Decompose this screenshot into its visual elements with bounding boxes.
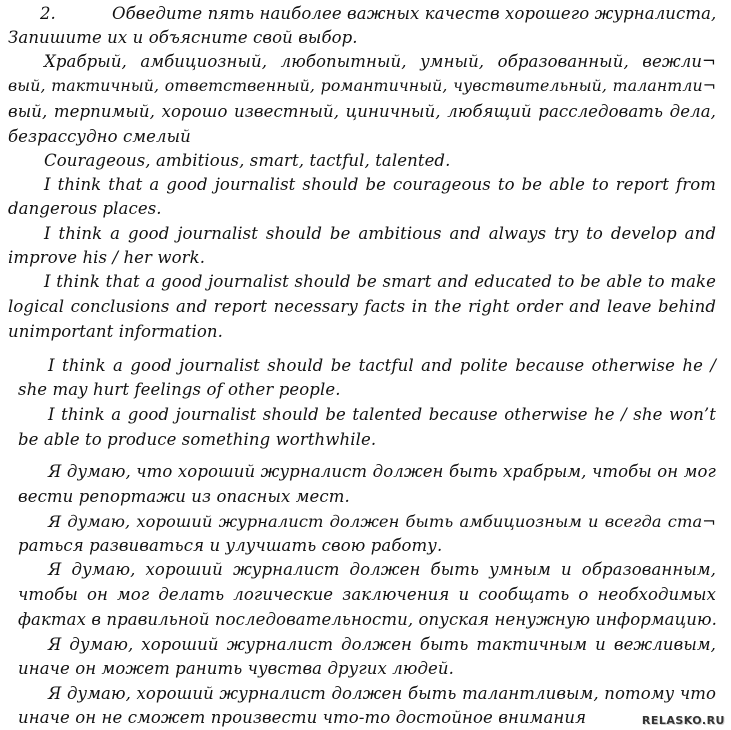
answer-ru-line: фактах в правильной последовательности, опуская ненужную информацию.: [18, 610, 717, 629]
task-number: 2.: [40, 4, 56, 23]
answer-en-line: I think a good journalist should be ambitious and always try to develop and: [44, 224, 716, 243]
qualities-line: безрассудно смелый: [8, 127, 191, 146]
task-title-line: Обведите пять наиболее важных качеств хорошего журналиста,: [112, 4, 717, 23]
answer-ru-line: чтобы он мог делать логические заключения и сообщать о необходимых: [18, 585, 716, 604]
answer-ru-line: Я думаю, хороший журналист должен быть тактичным и вежливым,: [48, 635, 716, 654]
answer-ru-line: Я думаю, что хороший журналист должен быть храбрым, чтобы он мог: [48, 462, 716, 481]
answer-en-line: I think that a good journalist should be smart and educated to be able to make: [44, 272, 716, 291]
task-title-line: Запишите их и объясните свой выбор.: [8, 28, 358, 47]
answer-en-line: I think a good journalist should be tactful and polite because otherwise he /: [48, 356, 716, 375]
answer-ru-line: иначе он не сможет произвести что-то достойное внимания: [18, 708, 587, 727]
answer-en-line: she may hurt feelings of other people.: [18, 380, 341, 399]
answer-en-line: I think that a good journalist should be courageous to be able to report from: [44, 175, 716, 194]
answer-ru-line: иначе он может ранить чувства других людей.: [18, 659, 454, 678]
answer-en-line: unimportant information.: [8, 322, 223, 341]
qualities-line: вый, тактичный, ответственный, романтичный, чувствительный, талантли¬: [8, 76, 716, 95]
answer-en-line: be able to produce something worthwhile.: [18, 430, 377, 449]
answer-en-line: dangerous places.: [8, 199, 162, 218]
qualities-line: Храбрый, амбициозный, любопытный, умный, образованный, вежли¬: [44, 52, 716, 71]
watermark: RELASKO.RU: [641, 714, 725, 727]
answer-ru-line: Я думаю, хороший журналист должен быть амбициозным и всегда ста¬: [48, 512, 716, 531]
answer-ru-line: Я думаю, хороший журналист должен быть талантливым, потому что: [48, 684, 716, 703]
answer-ru-line: Я думаю, хороший журналист должен быть умным и образованным,: [48, 560, 716, 579]
answer-en-line: improve his / her work.: [8, 248, 206, 267]
chosen-qualities: Courageous, ambitious, smart, tactful, talented.: [44, 151, 451, 170]
answer-en-line: I think a good journalist should be talented because otherwise he / she won’t: [48, 405, 716, 424]
answer-en-line: logical conclusions and report necessary facts in the right order and leave behind: [8, 297, 716, 316]
answer-ru-line: вести репортажи из опасных мест.: [18, 487, 350, 506]
qualities-line: вый, терпимый, хорошо известный, циничный, любящий расследовать дела,: [8, 102, 716, 121]
answer-ru-line: раться развиваться и улучшать свою работу.: [18, 536, 443, 555]
